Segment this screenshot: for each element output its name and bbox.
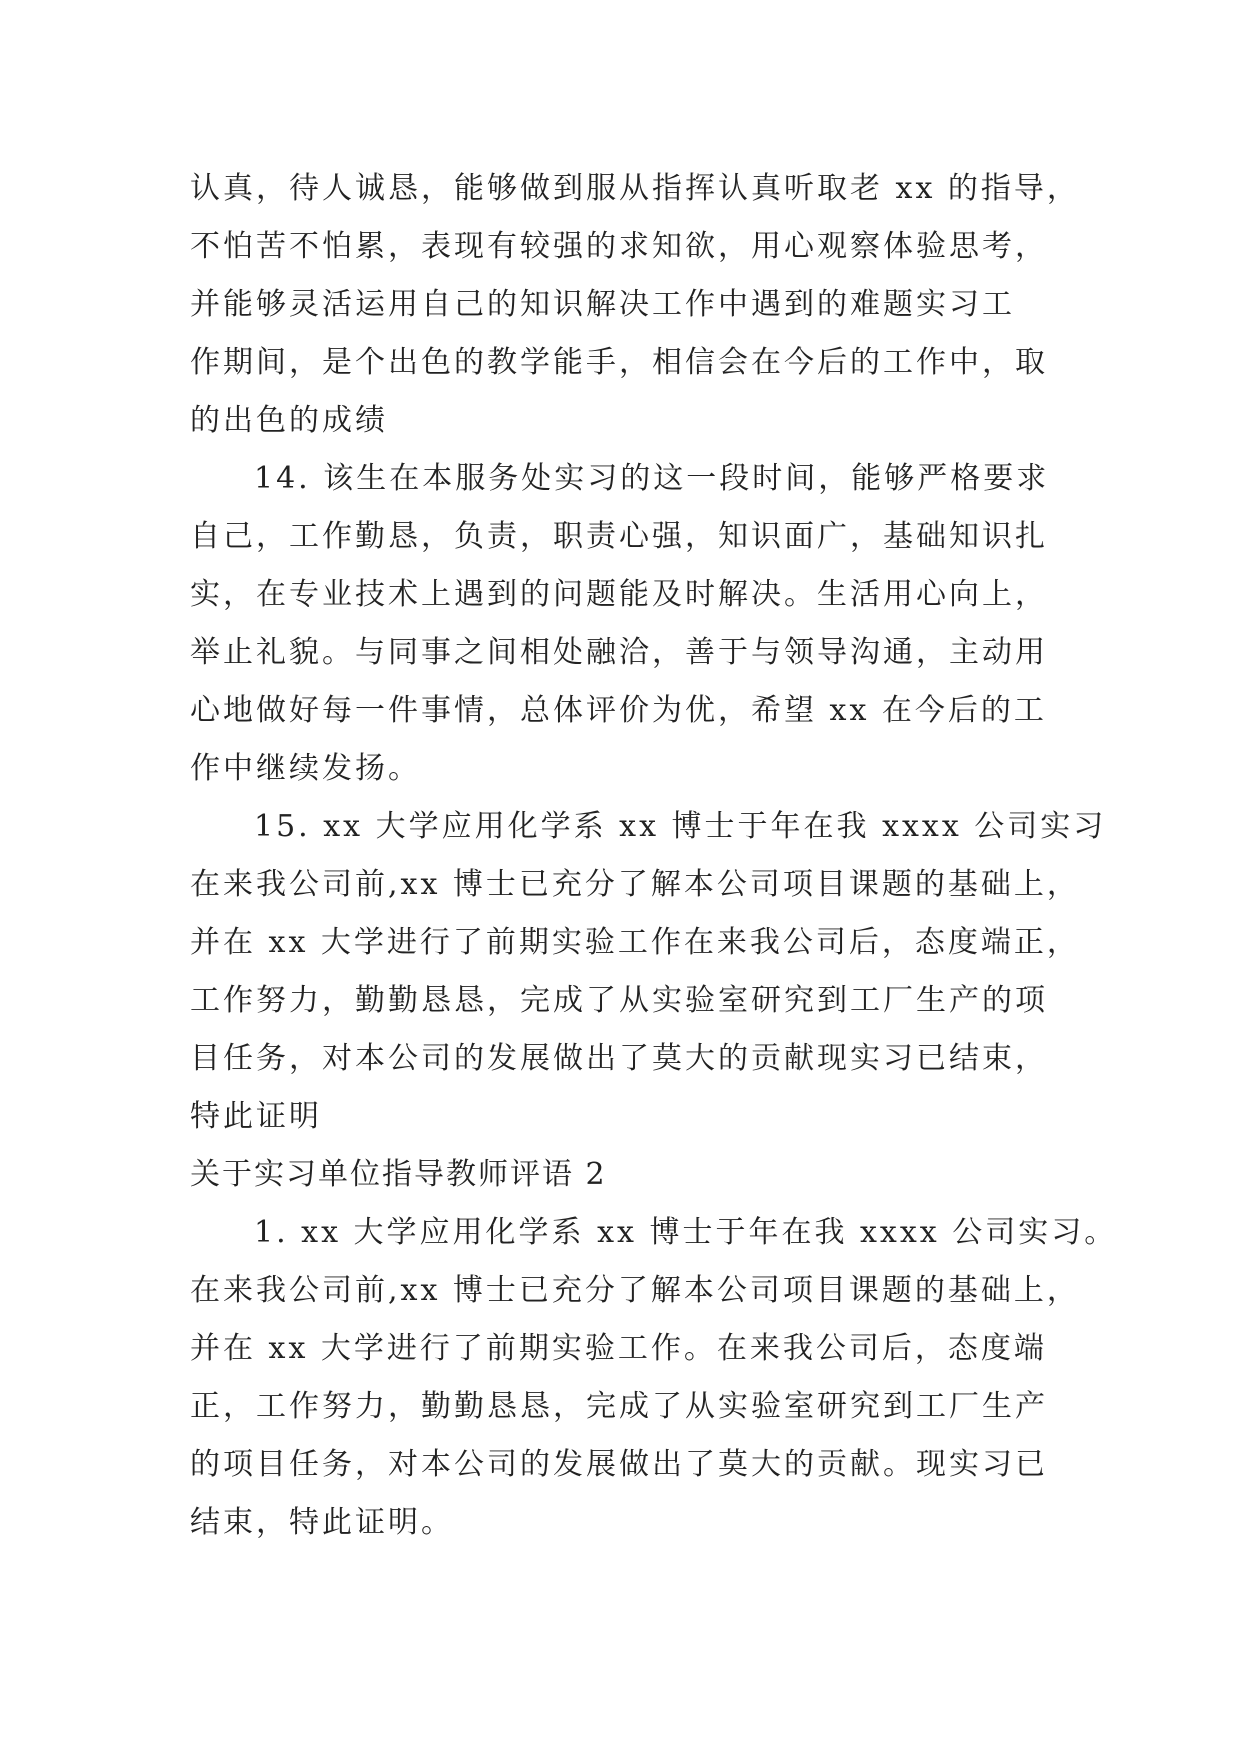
text-line: 的项目任务，对本公司的发展做出了莫大的贡献。现实习已 bbox=[190, 1447, 1048, 1482]
text-line: 举止礼貌。与同事之间相处融洽，善于与领导沟通，主动用 bbox=[190, 635, 1048, 670]
text-line: 并在 xx 大学进行了前期实验工作。在来我公司后，态度端 bbox=[190, 1331, 1047, 1366]
text-line: 结束，特此证明。 bbox=[190, 1505, 454, 1540]
text-line: 并在 xx 大学进行了前期实验工作在来我公司后，态度端正， bbox=[190, 925, 1080, 960]
section-paragraph-1 bbox=[190, 1204, 1118, 1552]
text-line: 并能够灵活运用自己的知识解决工作中遇到的难题实习工 bbox=[190, 287, 1015, 322]
paragraph-13-continuation bbox=[190, 160, 1080, 450]
text-line: 1. xx 大学应用化学系 xx 博士于年在我 xxxx 公司实习。 bbox=[254, 1215, 1118, 1250]
paragraph-14 bbox=[190, 450, 1070, 798]
text-line: 心地做好每一件事情，总体评价为优，希望 xx 在今后的工 bbox=[190, 693, 1047, 728]
paragraph-15 bbox=[190, 798, 1107, 1146]
text-line: 的出色的成绩 bbox=[190, 403, 388, 438]
text-line: 作期间，是个出色的教学能手，相信会在今后的工作中，取 bbox=[190, 345, 1048, 380]
text-line: 不怕苦不怕累，表现有较强的求知欲，用心观察体验思考， bbox=[190, 229, 1048, 264]
text-line: 目任务，对本公司的发展做出了莫大的贡献现实习已结束， bbox=[190, 1041, 1048, 1076]
text-line: 14. 该生在本服务处实习的这一段时间，能够严格要求 bbox=[254, 461, 1050, 496]
text-line: 认真，待人诚恳，能够做到服从指挥认真听取老 xx 的指导， bbox=[190, 171, 1080, 206]
text-line: 作中继续发扬。 bbox=[190, 751, 421, 786]
text-line: 在来我公司前,xx 博士已充分了解本公司项目课题的基础上， bbox=[190, 867, 1080, 902]
text-line: 工作努力，勤勤恳恳，完成了从实验室研究到工厂生产的项 bbox=[190, 983, 1048, 1018]
text-line: 在来我公司前,xx 博士已充分了解本公司项目课题的基础上， bbox=[190, 1273, 1080, 1308]
text-line: 实，在专业技术上遇到的问题能及时解决。生活用心向上， bbox=[190, 577, 1048, 612]
document-body bbox=[190, 160, 1118, 1552]
text-line: 正，工作努力，勤勤恳恳，完成了从实验室研究到工厂生产 bbox=[190, 1389, 1048, 1424]
section-heading: 关于实习单位指导教师评语 2 bbox=[190, 1157, 607, 1192]
text-line: 自己，工作勤恳，负责，职责心强，知识面广，基础知识扎 bbox=[190, 519, 1048, 554]
text-line: 特此证明 bbox=[190, 1099, 322, 1134]
text-line: 15. xx 大学应用化学系 xx 博士于年在我 xxxx 公司实习 bbox=[254, 809, 1107, 844]
